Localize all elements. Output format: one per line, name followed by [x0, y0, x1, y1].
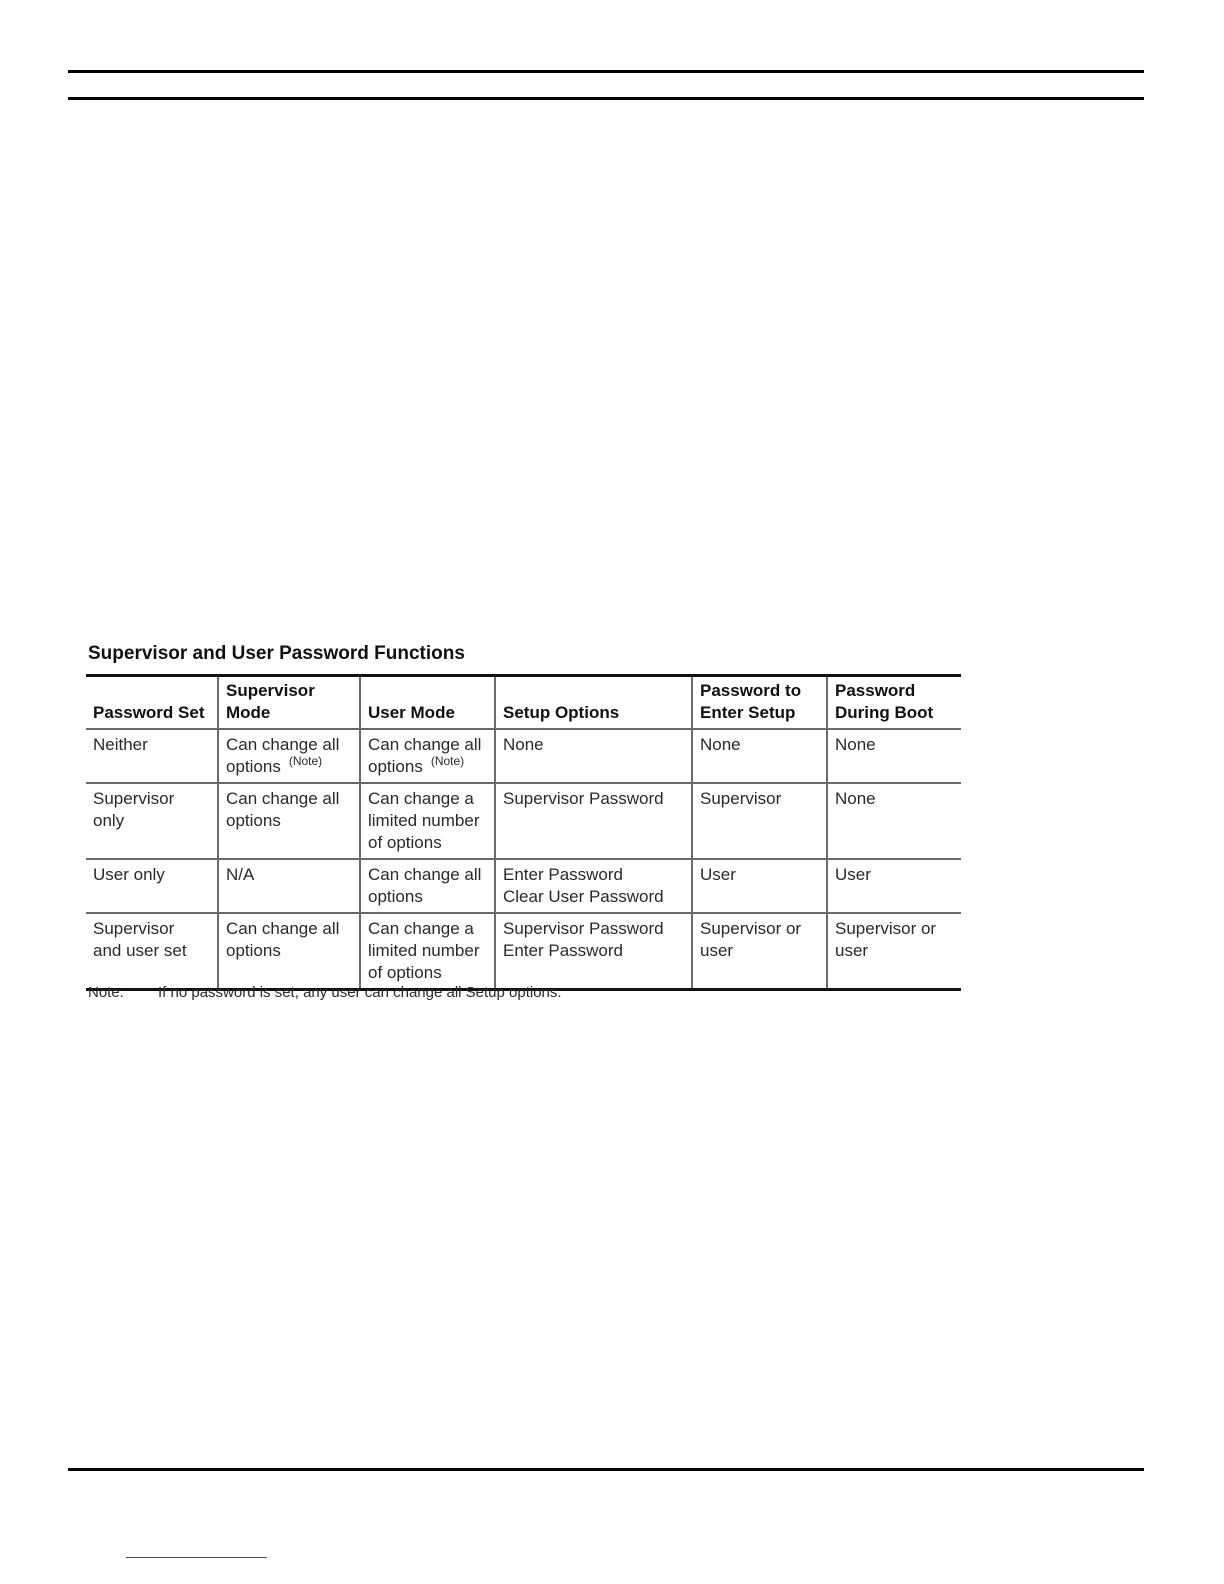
note-reference: (Note): [430, 754, 465, 768]
cell-password-to-enter-setup: Supervisor or user: [692, 913, 827, 990]
cell-password-set: Neither: [86, 729, 218, 783]
footnote-label: Note:: [88, 984, 124, 1001]
header-rule-top: [68, 70, 1144, 73]
cell-password-during-boot: None: [827, 783, 961, 859]
table-row: [86, 729, 961, 783]
header-password-to-enter-setup: Password to Enter Setup: [692, 676, 827, 730]
header-user-mode: User Mode: [360, 676, 495, 730]
cell-password-to-enter-setup: Supervisor: [692, 783, 827, 859]
header-setup-options: Setup Options: [495, 676, 692, 730]
cell-setup-options: Supervisor Password: [495, 783, 692, 859]
table-row: [86, 913, 961, 990]
table-row: [86, 783, 961, 859]
table-title: Supervisor and User Password Functions: [88, 643, 465, 664]
cell-setup-options: None: [495, 729, 692, 783]
table-footnote: [88, 984, 562, 1001]
cell-setup-options: Enter Password Clear User Password: [495, 859, 692, 913]
cell-supervisor-mode: Can change all options: [218, 913, 360, 990]
footer-rule: [68, 1468, 1144, 1471]
cell-password-set: User only: [86, 859, 218, 913]
footer-link-underline[interactable]: [126, 1557, 267, 1558]
cell-password-during-boot: None: [827, 729, 961, 783]
header-password-set: Password Set: [93, 703, 205, 722]
table-header-row: [86, 676, 961, 730]
note-reference: (Note): [288, 754, 323, 768]
cell-user-mode: Can change all options $^{(Note)}$: [360, 729, 495, 783]
cell-password-set: Supervisor and user set: [86, 913, 218, 990]
header-rule-bottom: [68, 97, 1144, 100]
header-supervisor-mode: Supervisor Mode: [218, 676, 360, 730]
table-row: [86, 859, 961, 913]
cell-password-during-boot: User: [827, 859, 961, 913]
cell-password-during-boot: Supervisor or user: [827, 913, 961, 990]
cell-user-mode: Can change a limited number of options: [360, 913, 495, 990]
password-functions-table: [86, 674, 961, 991]
cell-supervisor-mode: Can change all options: [218, 783, 360, 859]
cell-password-to-enter-setup: User: [692, 859, 827, 913]
cell-supervisor-mode: N/A: [218, 859, 360, 913]
footnote-text: If no password is set, any user can change all Setup options.: [158, 984, 562, 1001]
cell-user-mode: Can change a limited number of options: [360, 783, 495, 859]
cell-password-set: Supervisor only: [86, 783, 218, 859]
cell-setup-options: Supervisor Password Enter Password: [495, 913, 692, 990]
cell-supervisor-mode: Can change all options $^{(Note)}$: [218, 729, 360, 783]
header-password-during-boot: Password During Boot: [827, 676, 961, 730]
cell-password-to-enter-setup: None: [692, 729, 827, 783]
cell-user-mode: Can change all options: [360, 859, 495, 913]
